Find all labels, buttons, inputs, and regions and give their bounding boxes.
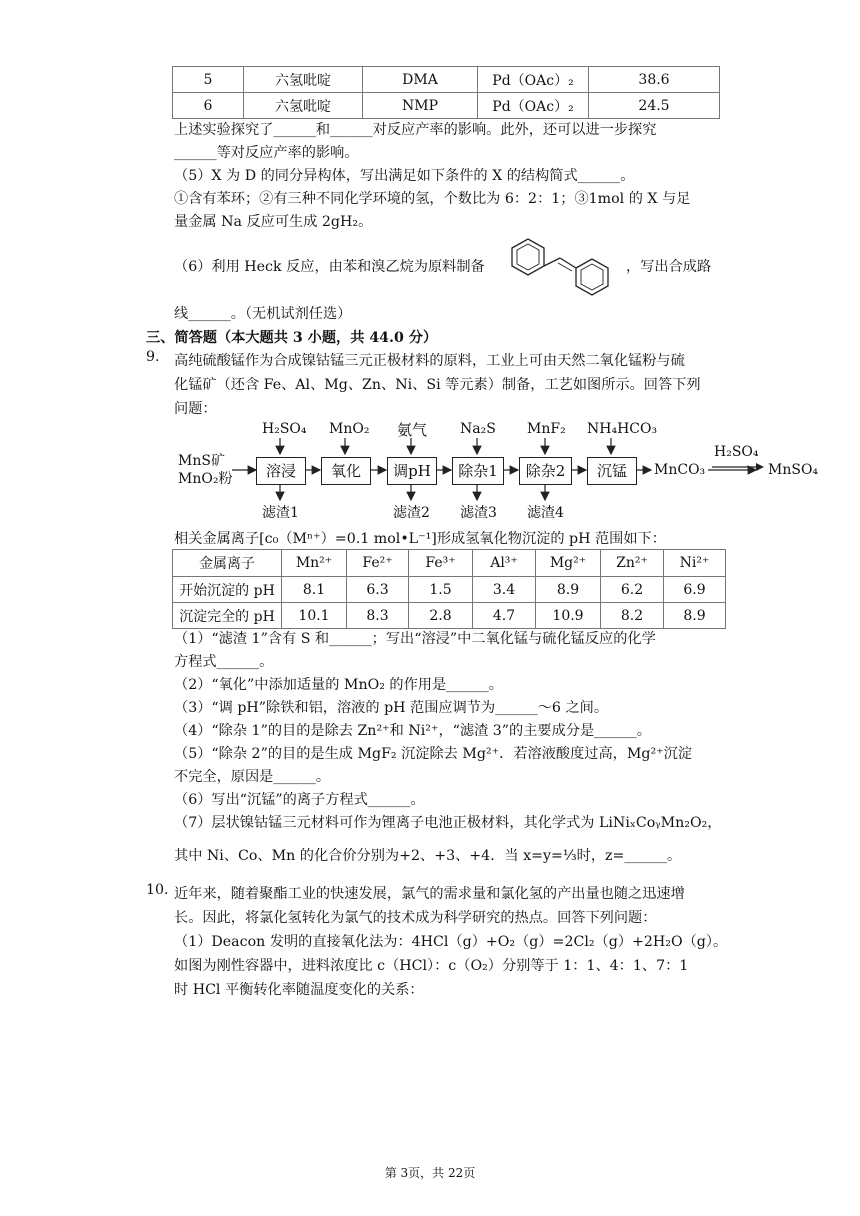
feed-label: MnO₂粉 — [178, 471, 233, 487]
text-line: 方程式______。 — [174, 654, 274, 670]
text-line: 近年来，随着聚酯工业的快速发展，氯气的需求量和氯化氢的产出量也随之迅速增 — [174, 886, 685, 902]
reagent-label: MnO₂ — [329, 421, 370, 437]
table-cell: 开始沉淀的 pH — [173, 577, 282, 603]
text-line: 量金属 Na 反应可生成 2gH₂。 — [174, 214, 373, 230]
product-label: MnCO₃ — [654, 462, 706, 478]
reagent-label: 氨气 — [397, 421, 428, 439]
process-step: 除杂1 — [452, 457, 504, 485]
residue-label: 滤渣4 — [527, 505, 564, 521]
table-cell: 4.7 — [473, 603, 536, 629]
text-line: 时 HCl 平衡转化率随温度变化的关系： — [174, 982, 424, 998]
table-header-cell: Mn²⁺ — [282, 550, 347, 577]
table-cell: 8.3 — [347, 603, 409, 629]
reagent-label: NH₄HCO₃ — [587, 421, 658, 437]
text-line: （1）“滤渣 1”含有 S 和______；写出“溶浸”中二氧化锰与硫化锰反应的化学 — [174, 631, 656, 647]
table-cell: 六氢吡啶 — [244, 67, 363, 93]
text-line: （7）层状镍钴锰三元材料可作为锂离子电池正极材料，其化学式为 LiNiₓCoᵧMn₂O₂， — [174, 815, 722, 831]
table-cell: 8.9 — [664, 603, 726, 629]
question-number: 9. — [146, 349, 160, 365]
process-step: 调pH — [387, 457, 437, 485]
feed-materials — [178, 452, 232, 488]
q8-text — [174, 119, 726, 234]
table-intro: 相关金属离子[c₀（Mⁿ⁺）=0.1 mol•L⁻¹]形成氢氧化物沉淀的 pH 范围如下： — [174, 531, 666, 547]
table-header-cell: Ni²⁺ — [664, 550, 726, 577]
text-line: （2）“氧化”中添加适量的 MnO₂ 的作用是______。 — [174, 677, 503, 693]
table-header-cell: Fe³⁺ — [409, 550, 473, 577]
q8-6-text: （6）利用 Heck 反应，由苯和溴乙烷为原料制备 — [174, 259, 485, 275]
table-cell: 六氢吡啶 — [244, 93, 363, 119]
table-cell: 2.8 — [409, 603, 473, 629]
q9-7-last-line: 其中 Ni、Co、Mn 的化合价分别为+2、+3、+4．当 x=y=⅓时，z=______。 — [174, 848, 682, 864]
table-cell: 38.6 — [589, 67, 720, 93]
text-line: ①含有苯环；②有三种不同化学环境的氢，个数比为 6：2：1；③1mol 的 X 与足 — [174, 191, 691, 207]
table-cell: 6.2 — [601, 577, 664, 603]
text-line: （6）写出“沉锰”的离子方程式______。 — [174, 792, 425, 808]
text-line: （1）Deacon 发明的直接氧化法为：4HCl（g）+O₂（g）=2Cl₂（g）+2H₂O（g）。 — [174, 934, 728, 950]
q9-subquestions — [174, 628, 726, 835]
table-row — [173, 603, 726, 629]
table-cell: 6.3 — [347, 577, 409, 603]
text-line: 高纯硫酸锰作为合成镍钴锰三元正极材料的原料，工业上可由天然二氧化锰粉与硫 — [174, 353, 685, 369]
process-step: 溶浸 — [256, 457, 306, 485]
table-header-cell: Al³⁺ — [473, 550, 536, 577]
text-line: 问题： — [174, 401, 217, 417]
q10-text — [174, 882, 726, 1002]
residue-label: 滤渣2 — [393, 505, 430, 521]
table-cell: 沉淀完全的 pH — [173, 603, 282, 629]
q8-6-text-tail: ，写出合成路 — [626, 259, 712, 275]
reagent-label: Na₂S — [460, 421, 496, 437]
q8-6-line2: 线______。（无机试剂任选） — [174, 306, 352, 322]
q9-intro — [174, 349, 726, 421]
table-cell: NMP — [363, 93, 478, 119]
acid-label: H₂SO₄ — [714, 444, 759, 460]
process-step: 除杂2 — [519, 457, 572, 485]
table-cell: 3.4 — [473, 577, 536, 603]
final-arrow — [710, 460, 766, 474]
process-step: 沉锰 — [587, 457, 637, 485]
text-line: （3）“调 pH”除铁和铝，溶液的 pH 范围应调节为______～6 之间。 — [174, 700, 609, 716]
table-header-cell: Mg²⁺ — [536, 550, 601, 577]
reagent-label: MnF₂ — [527, 421, 566, 437]
text-line: （5）X 为 D 的同分异构体，写出满足如下条件的 X 的结构简式______。 — [174, 168, 635, 184]
text-line: 上述实验探究了______和______对反应产率的影响。此外，还可以进一步探究 — [174, 122, 657, 138]
table-cell: 8.9 — [536, 577, 601, 603]
table-row — [173, 93, 720, 119]
table-cell: 6 — [173, 93, 244, 119]
table-cell: DMA — [363, 67, 478, 93]
table-cell: 5 — [173, 67, 244, 93]
text-line: 不完全，原因是______。 — [174, 769, 331, 785]
table-cell: 1.5 — [409, 577, 473, 603]
table-cell: 10.1 — [282, 603, 347, 629]
stilbene-structure — [492, 236, 626, 300]
question-number: 10. — [146, 882, 169, 898]
text-line: （5）“除杂 2”的目的是生成 MgF₂ 沉淀除去 Mg²⁺．若溶液酸度过高，Mg²⁺沉淀 — [174, 746, 692, 762]
page-footer: 第 3页，共 22页 — [384, 1166, 476, 1180]
table-cell: 8.1 — [282, 577, 347, 603]
table-row — [173, 577, 726, 603]
product-label: MnSO₄ — [768, 462, 819, 478]
table-cell: 10.9 — [536, 603, 601, 629]
text-line: （4）“除杂 1”的目的是除去 Zn²⁺和 Ni²⁺，“滤渣 3”的主要成分是______。 — [174, 723, 651, 739]
table-cell: Pd（OAc）₂ — [478, 93, 589, 119]
text-line: ______等对反应产率的影响。 — [174, 145, 359, 161]
residue-label: 滤渣1 — [262, 505, 299, 521]
feed-label: MnS矿 — [178, 453, 225, 469]
table-header-cell: Zn²⁺ — [601, 550, 664, 577]
top-table — [172, 66, 720, 119]
table-cell: 6.9 — [664, 577, 726, 603]
table-cell: 24.5 — [589, 93, 720, 119]
table-row — [173, 550, 726, 577]
ph-table — [172, 549, 726, 629]
reagent-label: H₂SO₄ — [262, 421, 307, 437]
process-step: 氧化 — [321, 457, 371, 485]
table-cell: Pd（OAc）₂ — [478, 67, 589, 93]
text-line: 化锰矿（还含 Fe、Al、Mg、Zn、Ni、Si 等元素）制备，工艺如图所示。回答下列 — [174, 377, 701, 393]
table-header-cell: Fe²⁺ — [347, 550, 409, 577]
section-title: 三、简答题（本大题共 3 小题，共 44.0 分） — [146, 330, 438, 346]
table-header-cell: 金属离子 — [173, 550, 282, 577]
text-line: 长。因此，将氯化氢转化为氯气的技术成为科学研究的热点。回答下列问题： — [174, 910, 657, 926]
text-line: 如图为刚性容器中，进料浓度比 c（HCl）：c（O₂）分别等于 1：1、4：1、7：1 — [174, 958, 689, 974]
table-cell: 8.2 — [601, 603, 664, 629]
residue-label: 滤渣3 — [460, 505, 497, 521]
table-row — [173, 67, 720, 93]
